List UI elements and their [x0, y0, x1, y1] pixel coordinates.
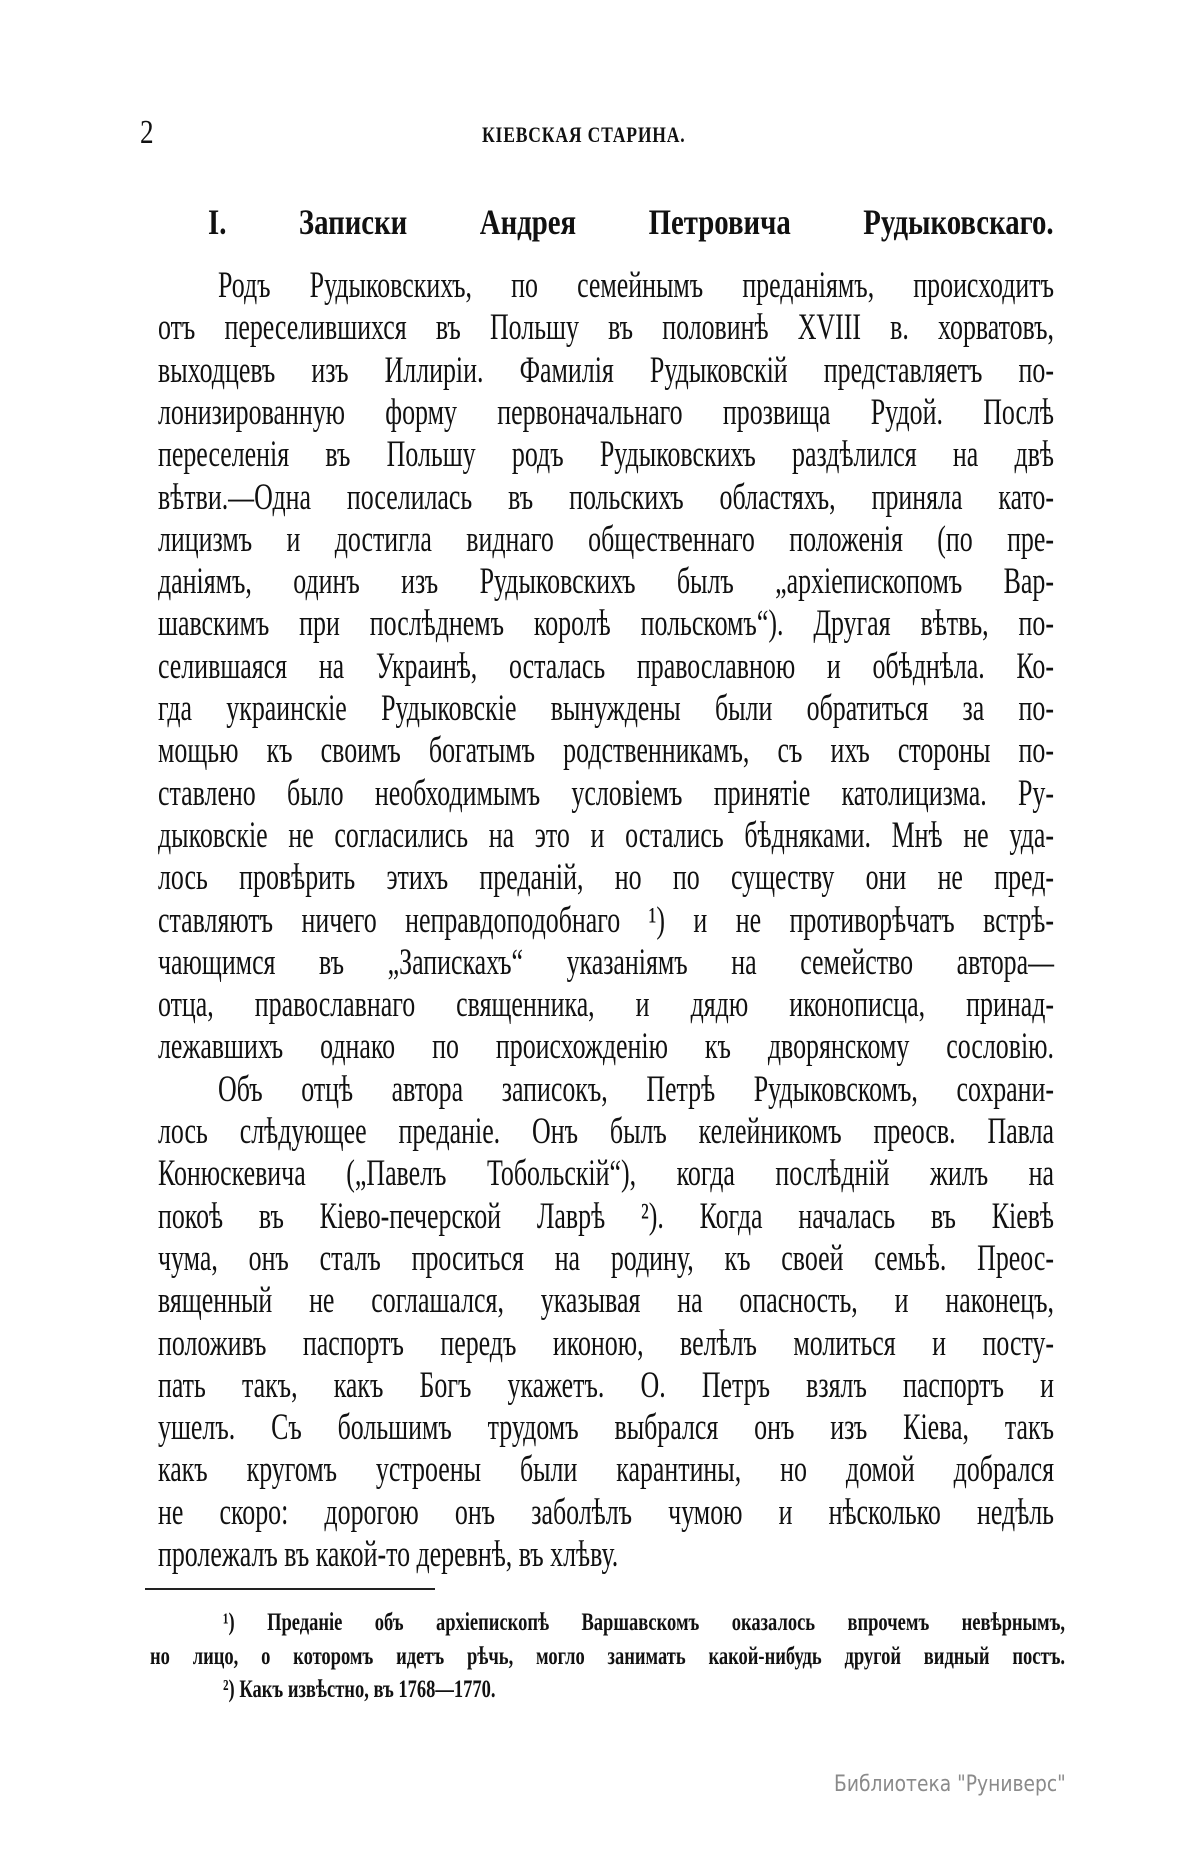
text-line: мощью къ своимъ богатымъ родственникамъ, съ ихъ стороны по- — [158, 730, 1054, 772]
text-line: отъ переселившихся въ Польшу въ половинѣ XVIII в. хорватовъ, — [158, 307, 1054, 349]
text-line: Объ отцѣ автора записокъ, Петрѣ Рудыковскомъ, сохрани- — [218, 1068, 1054, 1110]
text-line: отца, православнаго священника, и дядю иконописца, принад- — [158, 984, 1054, 1026]
text-line: положивъ паспортъ передъ иконою, велѣлъ молиться и посту- — [158, 1322, 1054, 1364]
text-line: селившаяся на Украинѣ, осталась православною и обѣднѣла. Ко- — [158, 645, 1054, 687]
text-line: ушелъ. Съ большимъ трудомъ выбрался онъ изъ Кіева, такъ — [158, 1407, 1054, 1449]
footnote-divider — [145, 1588, 435, 1590]
text-line: лежавшихъ однако по происхожденію къ дворянскому сословію. — [158, 1026, 1054, 1068]
text-line: чающимся въ „Запискахъ“ указаніямъ на семейство автора— — [158, 941, 1054, 983]
library-watermark: Библиотека "Руниверс" — [834, 1772, 1066, 1797]
text-line: не скоро: дорогою онъ заболѣлъ чумою и нѣсколько недѣль — [158, 1491, 1054, 1533]
text-line: какъ кругомъ устроены были карантины, но домой добрался — [158, 1449, 1054, 1491]
text-line: гда украинскіе Рудыковскіе вынуждены были обратиться за по- — [158, 688, 1054, 729]
text-line: покоѣ въ Кіево-печерской Лаврѣ ²). Когда началась въ Кіевѣ — [158, 1195, 1054, 1237]
page-number: 2 — [140, 114, 154, 151]
text-line: ставлено было необходимымъ условіемъ принятіе католицизма. Ру- — [158, 772, 1054, 814]
text-line: вѣтви.—Одна поселилась въ польскихъ областяхъ, приняла като- — [158, 476, 1054, 518]
text-line: Родъ Рудыковскихъ, по семейнымъ преданіямъ, происходитъ — [218, 265, 1054, 306]
text-line: лицизмъ и достигла виднаго общественнаго положенія (по пре- — [158, 518, 1054, 560]
text-line: пать такъ, какъ Богъ укажетъ. О. Петръ взялъ паспортъ и — [158, 1364, 1054, 1406]
text-line: лонизированную форму первоначальнаго прозвища Рудой. Послѣ — [158, 391, 1054, 433]
text-line: чума, онъ сталъ проситься на родину, къ своей семьѣ. Преос- — [158, 1237, 1054, 1279]
footnote-line: ¹) Преданіе объ архіепископѣ Варшавскомъ оказалось впрочемъ невѣрнымъ, — [223, 1609, 1065, 1636]
footnote-line: ²) Какъ извѣстно, въ 1768—1770. — [223, 1676, 496, 1703]
text-line: Конюскевича („Павелъ Тобольскій“), когда послѣдній жилъ на — [158, 1153, 1054, 1195]
text-line: вященный не соглашался, указывая на опасность, и наконецъ, — [158, 1280, 1054, 1322]
chapter-title: I. Записки Андрея Петровича Рудыковскаго. — [208, 202, 1054, 242]
running-head: КІЕВСКАЯ СТАРИНА. — [482, 122, 686, 147]
text-line: лось слѣдующее преданіе. Онъ былъ келейникомъ преосв. Павла — [158, 1111, 1054, 1152]
footnote-line: но лицо, о которомъ идетъ рѣчь, могло занимать какой-нибудь другой видный постъ. — [150, 1642, 1065, 1670]
text-line: дыковскіе не согласились на это и остались бѣдняками. Мнѣ не уда- — [158, 814, 1054, 856]
text-line: шавскимъ при послѣднемъ королѣ польскомъ“). Другая вѣтвь, по- — [158, 603, 1054, 645]
text-line: переселенія въ Польшу родъ Рудыковскихъ раздѣлился на двѣ — [158, 434, 1054, 476]
text-line: ставляютъ ничего неправдоподобнаго ¹) и не противорѣчатъ встрѣ- — [158, 899, 1054, 941]
text-line: даніямъ, одинъ изъ Рудыковскихъ былъ „архіепископомъ Вар- — [158, 561, 1054, 603]
text-line: выходцевъ изъ Иллиріи. Фамилія Рудыковскій представляетъ по- — [158, 349, 1054, 391]
text-line: пролежалъ въ какой-то деревнѣ, въ хлѣву. — [158, 1534, 619, 1575]
text-line: лось провѣрить этихъ преданій, но по существу они не пред- — [158, 857, 1054, 899]
